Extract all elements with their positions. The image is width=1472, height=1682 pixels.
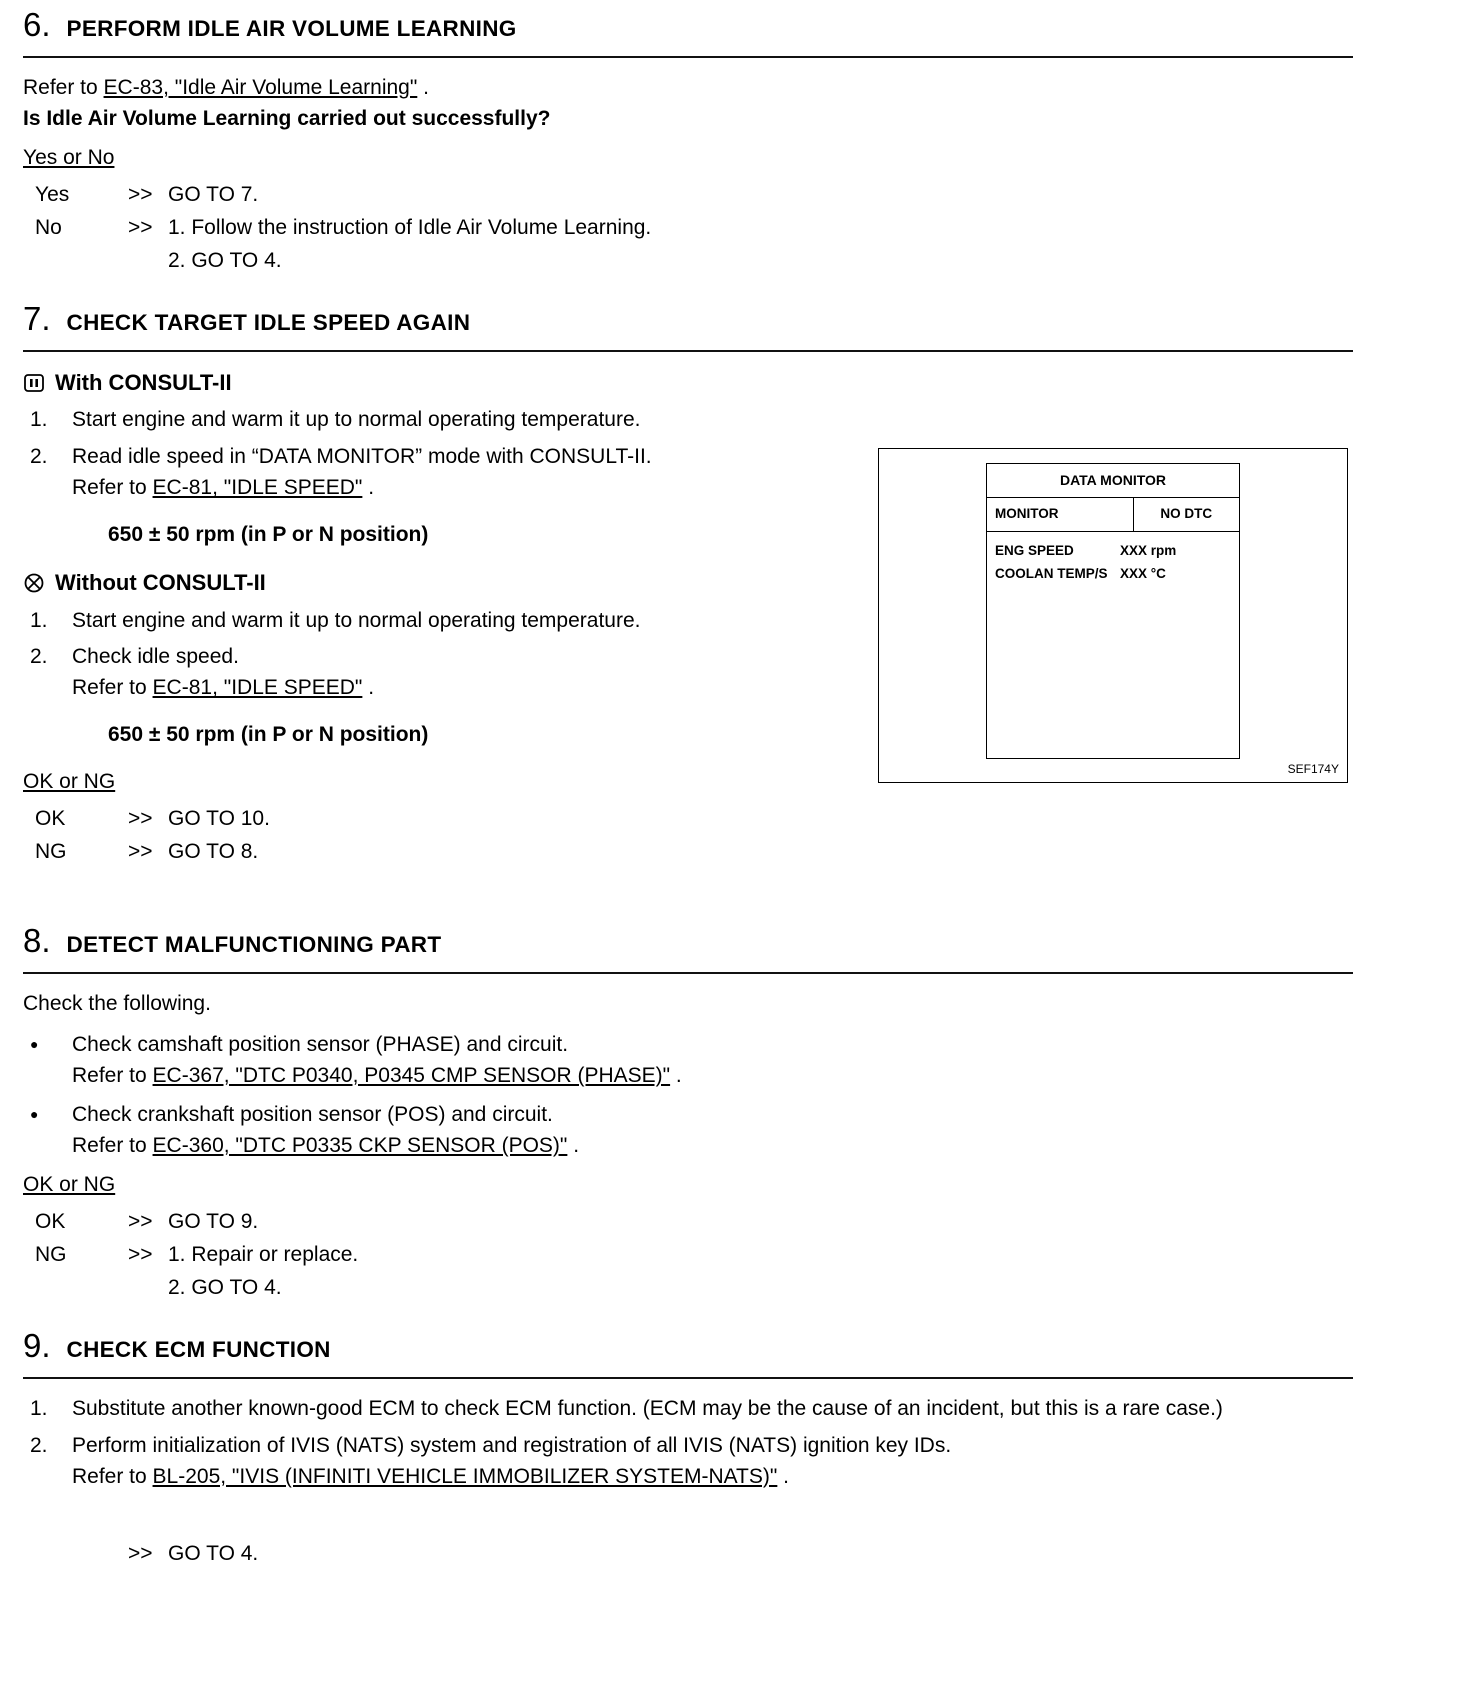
result-label: No — [35, 215, 62, 239]
step-8-heading — [23, 921, 1353, 974]
monitor-column-header: MONITOR — [987, 498, 1134, 531]
item-main-text: Check camshaft position sensor (PHASE) and circuit. — [72, 1032, 569, 1056]
step-number: 9. — [23, 1326, 51, 1364]
decision-label: OK or NG — [23, 1172, 116, 1196]
refer-prefix: Refer to — [23, 76, 104, 100]
figure-title: DATA MONITOR — [987, 464, 1239, 498]
monitor-row — [995, 542, 1231, 561]
item-text — [72, 1432, 1353, 1492]
step-7-body — [23, 368, 1353, 898]
refer-line — [72, 474, 843, 503]
result-prompt: >> — [128, 1242, 153, 1266]
refer-prefix: Refer to — [72, 1063, 153, 1087]
monitor-item-value: XXX rpm — [1120, 542, 1177, 558]
refer-prefix: Refer to — [72, 676, 153, 700]
step-7-text-column — [23, 368, 843, 867]
step-number: 8. — [23, 921, 51, 959]
item-text: Start engine and warm it up to normal operating temperature. — [72, 608, 641, 632]
without-consult-heading — [23, 568, 843, 598]
with-consult-label: With CONSULT-II — [55, 369, 232, 395]
final-action-row — [128, 1540, 1353, 1569]
refer-line — [72, 1062, 1353, 1091]
step-number: 6. — [23, 6, 51, 43]
bullet-item — [23, 1031, 1353, 1091]
result-text: GO TO 8. — [168, 840, 259, 864]
result-row-yes — [23, 181, 1353, 210]
result-label: Yes — [35, 182, 70, 206]
monitor-item-name: COOLAN TEMP/S — [995, 566, 1108, 582]
refer-line — [72, 674, 843, 703]
refer-prefix: Refer to — [72, 1464, 153, 1488]
with-consult-heading — [23, 368, 843, 398]
monitor-row — [995, 565, 1231, 584]
step-6-heading — [23, 8, 1353, 58]
item-number: 2. — [30, 445, 48, 469]
data-monitor-screen — [986, 463, 1240, 759]
link-ec-81[interactable]: EC-81, "IDLE SPEED" — [152, 476, 363, 500]
result-text: GO TO 7. — [168, 182, 259, 206]
refer-suffix: . — [670, 1063, 682, 1087]
item-number: 1. — [30, 1396, 48, 1420]
item-text: Substitute another known-good ECM to check ECM function. (ECM may be the cause of an incident, but this is a rare case.) — [72, 1396, 1223, 1420]
step-7-heading — [23, 299, 1353, 352]
result-prompt: >> — [128, 807, 153, 831]
link-ec-360[interactable]: EC-360, "DTC P0335 CKP SENSOR (POS)" — [152, 1133, 568, 1157]
no-dtc-column-header: NO DTC — [1160, 506, 1213, 522]
monitor-item-name: ENG SPEED — [995, 542, 1074, 558]
result-row-no — [23, 214, 1353, 243]
item-number: 1. — [30, 408, 48, 432]
result-continuation: 2. GO TO 4. — [168, 1275, 282, 1299]
bullet-icon — [30, 1101, 72, 1161]
question-text: Is Idle Air Volume Learning carried out successfully? — [23, 107, 551, 131]
result-text: GO TO 9. — [168, 1209, 259, 1233]
result-prompt: >> — [128, 1209, 153, 1233]
no-consult-icon — [23, 572, 45, 594]
step-title: CHECK TARGET IDLE SPEED AGAIN — [66, 309, 471, 335]
item-text: Start engine and warm it up to normal operating temperature. — [72, 408, 641, 432]
refer-suffix: . — [417, 76, 429, 100]
item-main-text: Check idle speed. — [72, 645, 239, 669]
result-label: NG — [35, 1242, 67, 1266]
consult-connector-icon — [23, 372, 45, 394]
step-6 — [23, 8, 1353, 276]
result-prompt: >> — [128, 840, 153, 864]
result-row-ng — [23, 1241, 1353, 1270]
intro-text: Check the following. — [23, 991, 211, 1015]
refer-prefix: Refer to — [72, 476, 153, 500]
list-item — [23, 406, 843, 435]
link-ec-367[interactable]: EC-367, "DTC P0340, P0345 CMP SENSOR (PHASE)" — [152, 1063, 671, 1087]
list-item — [23, 643, 843, 703]
list-item — [23, 443, 843, 503]
decision-label: Yes or No — [23, 145, 115, 169]
item-main-text: Perform initialization of IVIS (NATS) system and registration of all IVIS (NATS) ignition key IDs. — [72, 1433, 952, 1457]
data-monitor-figure — [878, 448, 1348, 783]
refer-suffix: . — [567, 1133, 580, 1157]
refer-line — [72, 1132, 1353, 1161]
decision-label: OK or NG — [23, 770, 116, 794]
figure-body — [987, 532, 1239, 758]
list-item — [23, 1432, 1353, 1492]
without-consult-label: Without CONSULT-II — [55, 570, 266, 596]
result-row-ok — [23, 805, 843, 834]
refer-suffix: . — [362, 676, 375, 700]
refer-line — [72, 1463, 1353, 1492]
refer-suffix: . — [777, 1464, 790, 1488]
result-continuation: 2. GO TO 4. — [168, 248, 282, 272]
step-title: DETECT MALFUNCTIONING PART — [66, 931, 442, 957]
idle-speed-spec: 650 ± 50 rpm (in P or N position) — [108, 723, 429, 747]
link-bl-205[interactable]: BL-205, "IVIS (INFINITI VEHICLE IMMOBILIZER SYSTEM-NATS)" — [152, 1464, 778, 1488]
result-prompt: >> — [128, 215, 153, 239]
item-number: 1. — [30, 608, 48, 632]
step-9-heading — [23, 1326, 1353, 1379]
result-text: 1. Repair or replace. — [168, 1242, 359, 1266]
step-7 — [23, 299, 1353, 898]
result-label: NG — [35, 840, 67, 864]
list-item — [23, 607, 843, 636]
link-ec-81[interactable]: EC-81, "IDLE SPEED" — [152, 676, 363, 700]
refer-prefix: Refer to — [72, 1133, 153, 1157]
refer-suffix: . — [362, 476, 375, 500]
bullet-item — [23, 1101, 1353, 1161]
step-title: CHECK ECM FUNCTION — [66, 1336, 331, 1362]
result-prompt: >> — [128, 1541, 153, 1565]
item-main-text: Check crankshaft position sensor (POS) and circuit. — [72, 1102, 553, 1126]
result-label: OK — [35, 1209, 66, 1233]
step-title: PERFORM IDLE AIR VOLUME LEARNING — [66, 16, 517, 41]
item-text — [72, 643, 843, 703]
step-8 — [23, 921, 1353, 1303]
result-text: 1. Follow the instruction of Idle Air Volume Learning. — [168, 215, 652, 239]
item-main-text: Read idle speed in “DATA MONITOR” mode with CONSULT-II. — [72, 445, 652, 469]
idle-speed-spec: 650 ± 50 rpm (in P or N position) — [108, 523, 429, 547]
monitor-item-value: XXX °C — [1120, 566, 1166, 582]
figure-header-row — [987, 498, 1239, 532]
result-row-ok — [23, 1208, 1353, 1237]
refer-line — [23, 74, 1353, 103]
result-text: GO TO 10. — [168, 807, 270, 831]
step-number: 7. — [23, 299, 51, 337]
item-text — [72, 1031, 1353, 1091]
result-text: GO TO 4. — [168, 1541, 259, 1565]
result-label: OK — [35, 807, 66, 831]
list-item — [23, 1395, 1353, 1424]
step-9 — [23, 1326, 1353, 1569]
item-text — [72, 443, 843, 503]
figure-reference-code: SEF174Y — [1287, 762, 1339, 777]
item-number: 2. — [30, 1433, 48, 1457]
bullet-icon — [30, 1031, 72, 1091]
result-prompt: >> — [128, 182, 153, 206]
result-row-ng — [23, 838, 843, 867]
item-text — [72, 1101, 1353, 1161]
link-ec-83[interactable]: EC-83, "Idle Air Volume Learning" — [103, 76, 418, 100]
item-number: 2. — [30, 645, 48, 669]
